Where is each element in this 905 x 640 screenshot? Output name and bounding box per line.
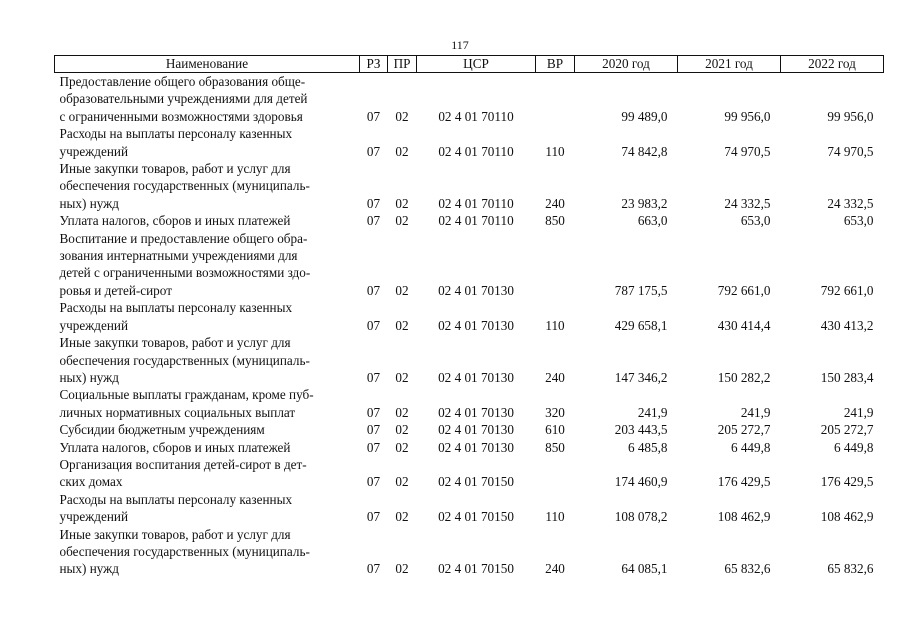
- table-row: [55, 334, 884, 386]
- row-vr-cell: 110: [545, 317, 565, 333]
- row-pr-cell: 02: [395, 422, 409, 438]
- table-row: [55, 456, 884, 491]
- row-2022-cell: 205 272,7: [820, 422, 874, 438]
- table-row: [55, 230, 884, 300]
- row-name-cell: [55, 125, 360, 160]
- row-vr-cell: [536, 73, 575, 126]
- row-name-line: Предоставление общего образования обще-: [59, 74, 306, 89]
- row-rz-cell: 07: [366, 561, 381, 577]
- row-name-cell: [55, 386, 360, 421]
- row-pr-cell: 02: [395, 561, 409, 577]
- row-name-cell: [55, 439, 360, 456]
- row-name-cell: [55, 421, 360, 438]
- header-pr: ПР: [388, 56, 417, 73]
- row-vr-cell: 320: [545, 404, 565, 420]
- row-csr-cell: 02 4 01 70130: [438, 317, 514, 333]
- row-csr-cell: 02 4 01 70130: [438, 439, 514, 455]
- row-rz-cell: 07: [366, 213, 381, 229]
- row-2020-cell: 23 983,2: [621, 195, 668, 211]
- row-2020-cell: 74 842,8: [621, 143, 668, 159]
- row-vr-cell: 110: [545, 509, 565, 525]
- table-row: [55, 125, 884, 160]
- table-row: [55, 386, 884, 421]
- row-2021-cell: 241,9: [740, 404, 771, 420]
- row-name-line: Расходы на выплаты персоналу казенных: [59, 491, 293, 507]
- row-name-line: ных) нужд: [59, 195, 119, 211]
- row-2021-cell: 150 282,2: [717, 369, 771, 385]
- row-vr-cell: [536, 230, 575, 300]
- row-name-line: Иные закупки товаров, работ и услуг для: [59, 526, 291, 542]
- row-name-line: ных) нужд: [59, 369, 119, 385]
- row-vr-cell: 850: [545, 213, 565, 229]
- table-row: [55, 421, 884, 438]
- row-name-line: Социальные выплаты гражданам, кроме пуб-: [59, 387, 314, 403]
- table-row: [55, 439, 884, 456]
- row-csr-cell: 02 4 01 70110: [438, 143, 514, 159]
- row-vr-cell: 110: [545, 143, 565, 159]
- row-2020-cell: 6 485,8: [627, 439, 668, 455]
- row-2021-cell: 430 414,4: [717, 317, 771, 333]
- row-rz-cell: 07: [366, 509, 381, 525]
- table-body: [55, 73, 884, 578]
- row-2022-cell: 150 283,4: [820, 369, 874, 385]
- row-rz-cell: 07: [366, 422, 381, 438]
- row-2021-cell: 108 462,9: [717, 509, 771, 525]
- header-name: Наименование: [55, 56, 360, 73]
- row-2021-cell: 24 332,5: [724, 195, 771, 211]
- row-2021-cell: 65 832,6: [724, 561, 771, 577]
- row-csr-cell: 02 4 01 70150: [438, 509, 514, 525]
- row-pr-cell: 02: [395, 474, 409, 490]
- budget-table: [54, 55, 884, 578]
- table-row: [55, 491, 884, 526]
- row-2022-cell: 241,9: [843, 404, 874, 420]
- row-name-cell: [55, 230, 360, 300]
- row-rz-cell: 07: [366, 474, 381, 490]
- row-2021-cell: 6 449,8: [730, 439, 771, 455]
- row-rz-cell: 07: [366, 195, 381, 211]
- row-csr-cell: 02 4 01 70130: [438, 282, 514, 298]
- row-vr-cell: 240: [545, 561, 565, 577]
- row-csr-cell: 02 4 01 70110: [438, 213, 514, 229]
- row-2020-cell: 108 078,2: [614, 509, 668, 525]
- row-name-line: Иные закупки товаров, работ и услуг для: [59, 335, 291, 351]
- row-2022-cell: 430 413,2: [820, 317, 874, 333]
- row-pr-cell: 02: [395, 282, 409, 298]
- row-name-cell: [55, 334, 360, 386]
- row-2022-cell: 792 661,0: [820, 282, 874, 298]
- row-name-cell: [55, 73, 360, 126]
- row-name-cell: [55, 212, 360, 229]
- row-name-cell: [55, 299, 360, 334]
- header-2020: 2020 год: [575, 56, 678, 73]
- row-2022-cell: 6 449,8: [833, 439, 874, 455]
- row-2021-cell: 176 429,5: [717, 474, 771, 490]
- row-rz-cell: 07: [366, 439, 381, 455]
- row-name-line: зования интернатными учреждениями для: [59, 248, 298, 264]
- row-2022-cell: 108 462,9: [820, 509, 874, 525]
- row-rz-cell: 07: [366, 282, 381, 298]
- row-name-cell: [55, 491, 360, 526]
- row-name-cell: [55, 160, 360, 212]
- table-row: [55, 73, 884, 126]
- row-name-line: Иные закупки товаров, работ и услуг для: [59, 161, 291, 177]
- row-2020-cell: 147 346,2: [614, 369, 668, 385]
- row-pr-cell: 02: [395, 317, 409, 333]
- row-2020-cell: 203 443,5: [614, 422, 668, 438]
- row-name-line: ских домах: [59, 474, 123, 490]
- row-2020-cell: 663,0: [637, 213, 668, 229]
- row-vr-cell: 240: [545, 195, 565, 211]
- row-name-line: личных нормативных социальных выплат: [59, 404, 296, 420]
- header-csr: ЦСР: [417, 56, 536, 73]
- row-name-line: обеспечения государственных (муниципаль-: [59, 543, 310, 559]
- row-pr-cell: 02: [395, 439, 409, 455]
- row-name-line: Расходы на выплаты персоналу казенных: [59, 126, 293, 142]
- row-name-line: Расходы на выплаты персоналу казенных: [59, 300, 293, 316]
- header-vr: ВР: [536, 56, 575, 73]
- row-name-line: образовательными учреждениями для детей: [59, 91, 308, 107]
- row-2020-cell: 64 085,1: [621, 561, 668, 577]
- row-csr-cell: 02 4 01 70150: [438, 561, 514, 577]
- row-pr-cell: 02: [395, 108, 409, 124]
- row-name-line: ных) нужд: [59, 561, 119, 577]
- row-2022-cell: 74 970,5: [827, 143, 874, 159]
- row-2022-cell: 176 429,5: [820, 474, 874, 490]
- row-name-line: Субсидии бюджетным учреждениям: [59, 422, 265, 438]
- header-2021: 2021 год: [678, 56, 781, 73]
- table-row: [55, 160, 884, 212]
- row-name-line: Организация воспитания детей-сирот в дет-: [59, 456, 307, 472]
- row-name-line: ровья и детей-сирот: [59, 282, 172, 298]
- row-2020-cell: 787 175,5: [614, 282, 668, 298]
- row-rz-cell: 07: [366, 108, 381, 124]
- table-row: [55, 212, 884, 229]
- row-2022-cell: 99 956,0: [827, 108, 874, 124]
- row-2022-cell: 24 332,5: [827, 195, 874, 211]
- table-row: [55, 299, 884, 334]
- row-vr-cell: 240: [545, 369, 565, 385]
- row-2020-cell: 241,9: [637, 404, 668, 420]
- row-name-line: обеспечения государственных (муниципаль-: [59, 178, 310, 194]
- row-name-line: Уплата налогов, сборов и иных платежей: [59, 213, 291, 229]
- row-vr-cell: [536, 456, 575, 491]
- row-2021-cell: 99 956,0: [724, 108, 771, 124]
- row-name-line: детей с ограниченными возможностями здо-: [59, 265, 311, 281]
- row-csr-cell: 02 4 01 70130: [438, 404, 514, 420]
- row-2022-cell: 653,0: [843, 213, 874, 229]
- row-pr-cell: 02: [395, 369, 409, 385]
- row-csr-cell: 02 4 01 70130: [438, 369, 514, 385]
- row-name-cell: [55, 456, 360, 491]
- row-pr-cell: 02: [395, 143, 409, 159]
- row-name-line: обеспечения государственных (муниципаль-: [59, 352, 310, 368]
- row-2020-cell: 99 489,0: [621, 108, 668, 124]
- row-name-line: учреждений: [59, 509, 129, 525]
- row-name-line: учреждений: [59, 143, 129, 159]
- row-2021-cell: 205 272,7: [717, 422, 771, 438]
- row-pr-cell: 02: [395, 213, 409, 229]
- row-2020-cell: 174 460,9: [614, 474, 668, 490]
- row-2021-cell: 792 661,0: [717, 282, 771, 298]
- row-name-line: Уплата налогов, сборов и иных платежей: [59, 439, 291, 455]
- row-pr-cell: 02: [395, 509, 409, 525]
- row-pr-cell: 02: [395, 404, 409, 420]
- row-vr-cell: 850: [545, 439, 565, 455]
- page-number: 117: [451, 38, 469, 52]
- header-2022: 2022 год: [781, 56, 884, 73]
- row-2020-cell: 429 658,1: [614, 317, 668, 333]
- row-csr-cell: 02 4 01 70130: [438, 422, 514, 438]
- row-csr-cell: 02 4 01 70150: [438, 474, 514, 490]
- row-rz-cell: 07: [366, 143, 381, 159]
- row-2021-cell: 74 970,5: [724, 143, 771, 159]
- row-2021-cell: 653,0: [740, 213, 771, 229]
- row-vr-cell: 610: [545, 422, 565, 438]
- row-2022-cell: 65 832,6: [827, 561, 874, 577]
- header-rz: РЗ: [360, 56, 388, 73]
- row-name-line: с ограниченными возможностями здоровья: [59, 108, 303, 124]
- row-name-cell: [55, 526, 360, 578]
- row-rz-cell: 07: [366, 317, 381, 333]
- row-csr-cell: 02 4 01 70110: [438, 108, 514, 124]
- row-name-line: учреждений: [59, 317, 129, 333]
- row-rz-cell: 07: [366, 404, 381, 420]
- row-pr-cell: 02: [395, 195, 409, 211]
- table-header-row: [55, 56, 884, 73]
- row-rz-cell: 07: [366, 369, 381, 385]
- row-csr-cell: 02 4 01 70110: [438, 195, 514, 211]
- row-name-line: Воспитание и предоставление общего обра-: [59, 230, 308, 246]
- table-row: [55, 526, 884, 578]
